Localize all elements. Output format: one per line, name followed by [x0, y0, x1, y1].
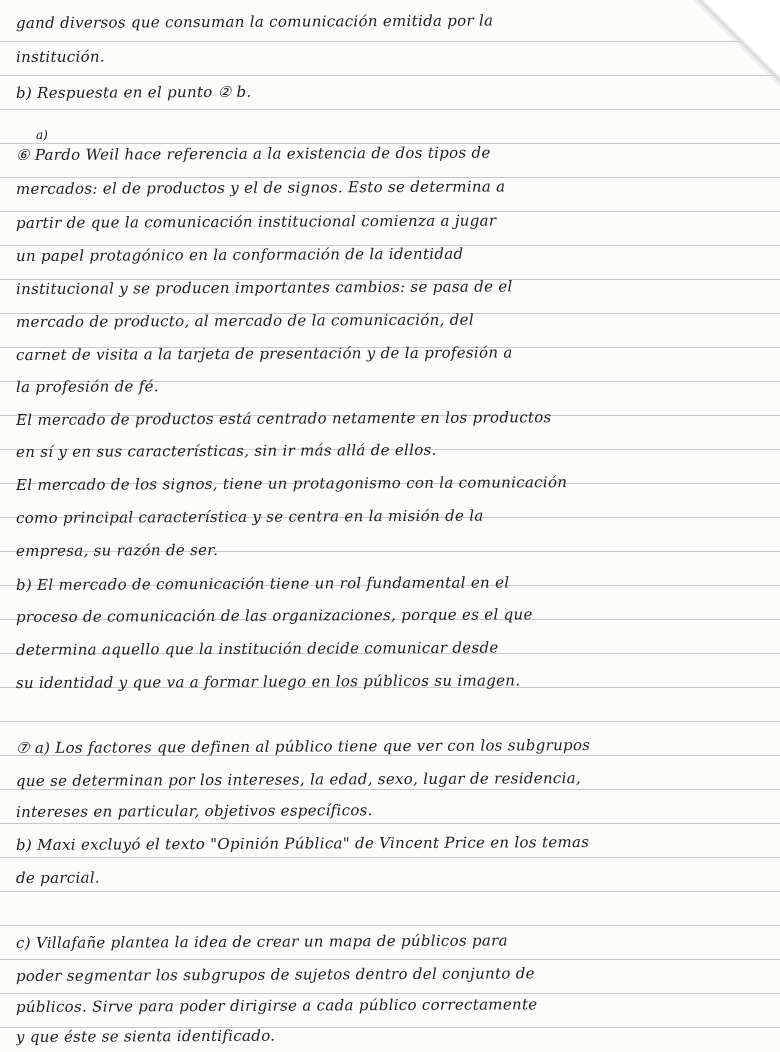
- text-line: y que éste se sienta identificado.: [15, 1026, 276, 1046]
- text-line: empresa, su razón de ser.: [15, 540, 219, 560]
- text-line: c) Villafañe plantea la idea de crear un mapa de públicos para: [15, 931, 508, 952]
- text-line: en sí y en sus características, sin ir más allá de ellos.: [15, 440, 437, 461]
- text-line: que se determinan por los intereses, la edad, sexo, lugar de residencia,: [15, 769, 582, 790]
- text-line: b) Maxi excluyó el texto "Opinión Pública" de Vincent Price en los temas: [15, 832, 590, 854]
- text-line: institucional y se producen importantes cambios: se pasa de el: [15, 277, 513, 298]
- text-line: El mercado de productos está centrado netamente en los productos: [15, 408, 552, 429]
- text-line: su identidad y que va a formar luego en los públicos su imagen.: [15, 671, 521, 692]
- text-line: ⑥ Pardo Weil hace referencia a la existencia de dos tipos de: [15, 143, 491, 164]
- text-line: partir de que la comunicación institucional comienza a jugar: [15, 211, 497, 232]
- text-line: intereses en particular, objetivos específicos.: [15, 801, 373, 821]
- text-line: determina aquello que la institución decide comunicar desde: [15, 638, 499, 659]
- text-line: mercado de producto, al mercado de la comunicación, del: [15, 310, 474, 331]
- text-line: un papel protagónico en la conformación de la identidad: [15, 244, 464, 265]
- superscript-label: a): [36, 128, 48, 142]
- text-line: la profesión de fé.: [15, 377, 159, 396]
- text-line: proceso de comunicación de las organizaciones, porque es el que: [15, 605, 533, 626]
- text-line: institución.: [15, 47, 105, 66]
- text-line: como principal característica y se centra en la misión de la: [15, 506, 484, 527]
- text-line: poder segmentar los subgrupos de sujetos dentro del conjunto de: [15, 964, 535, 985]
- text-line: mercados: el de productos y el de signos. Esto se determina a: [15, 177, 506, 198]
- text-line: gand diversos que consuman la comunicación emitida por la: [15, 11, 494, 32]
- text-line: públicos. Sirve para poder dirigirse a cada público correctamente: [15, 995, 538, 1016]
- text-line: ⑦ a) Los factores que definen al público tiene que ver con los subgrupos: [15, 735, 591, 757]
- text-line: b) Respuesta en el punto ② b.: [15, 82, 252, 102]
- text-line: El mercado de los signos, tiene un protagonismo con la comunicación: [15, 473, 568, 494]
- text-line: carnet de visita a la tarjeta de presentación y de la profesión a: [15, 343, 513, 364]
- text-line: de parcial.: [15, 868, 101, 887]
- text-line: b) El mercado de comunicación tiene un rol fundamental en el: [15, 573, 510, 594]
